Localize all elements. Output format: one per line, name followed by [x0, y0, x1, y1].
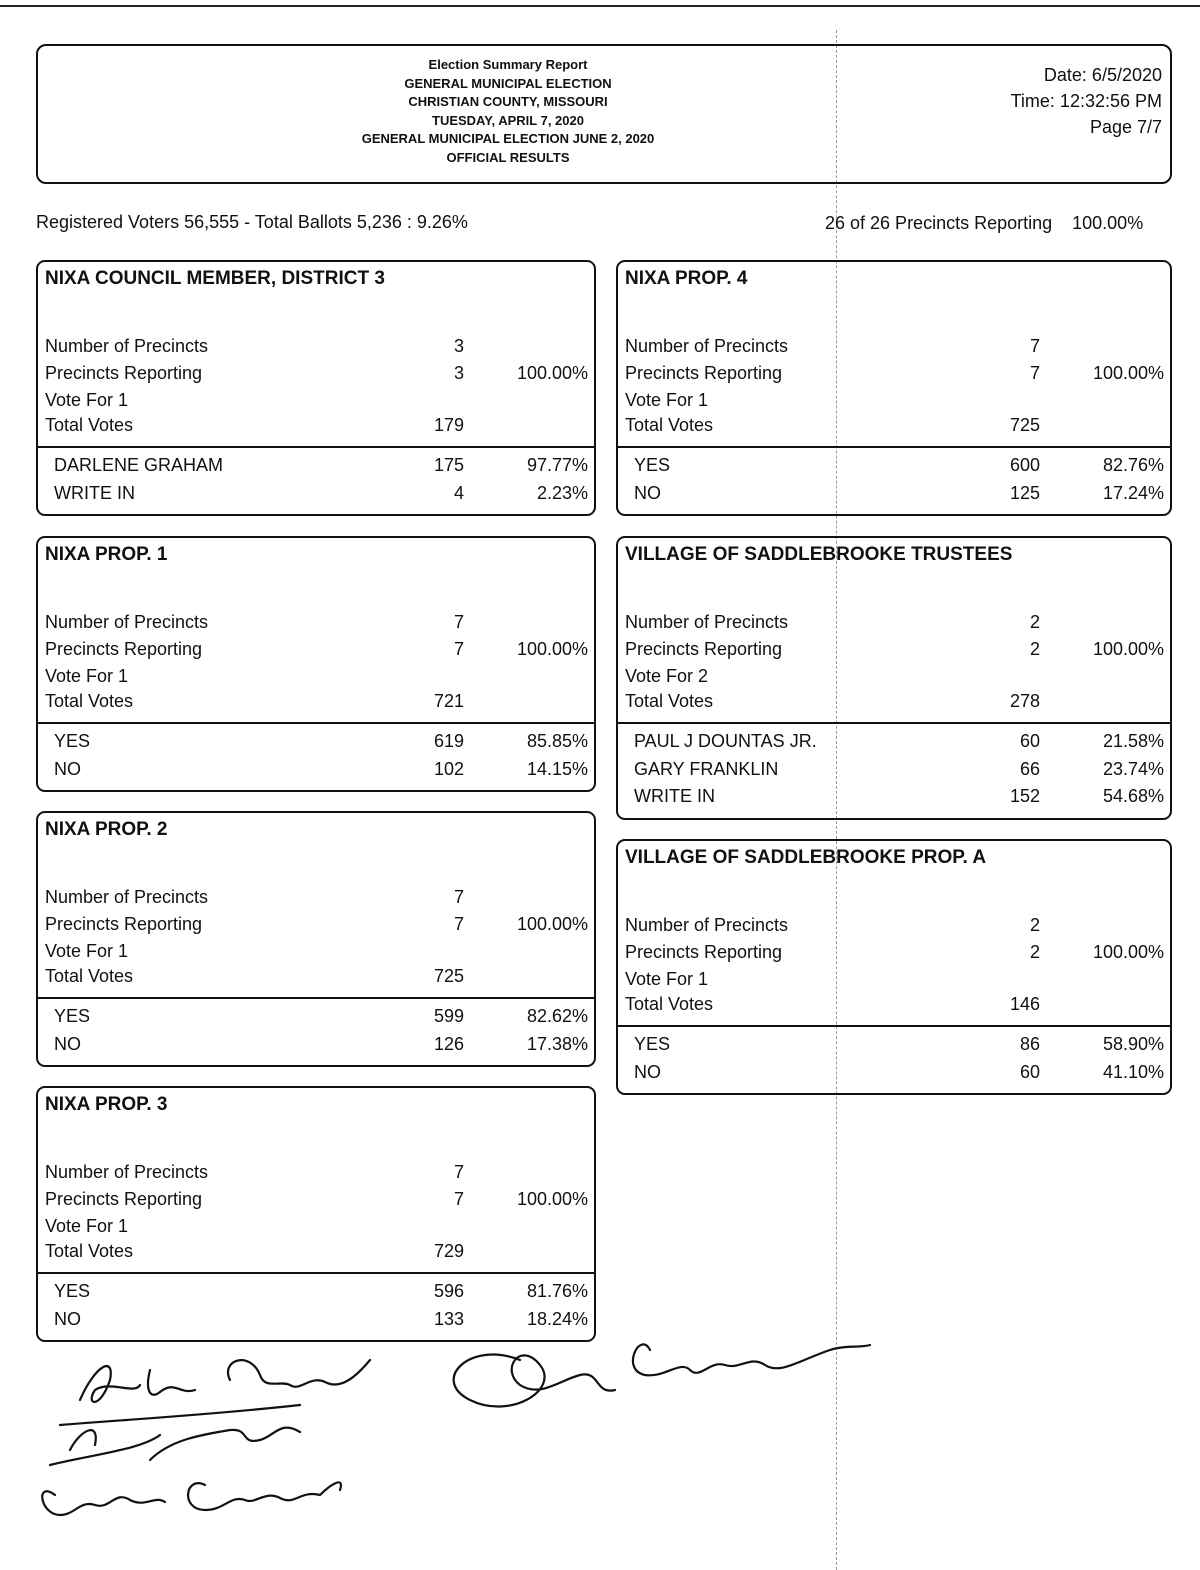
- election-name: GENERAL MUNICIPAL ELECTION: [404, 75, 612, 91]
- choice-name: WRITE IN: [54, 482, 135, 503]
- contest-title: NIXA PROP. 4: [625, 268, 748, 289]
- row-label: Precincts Reporting: [45, 1189, 203, 1209]
- report-date: Date: 6/5/2020: [1043, 65, 1162, 85]
- row-label: Precincts Reporting: [625, 363, 783, 383]
- contest-box: [36, 536, 596, 792]
- contest-box: [36, 1086, 596, 1342]
- contest-box: [36, 260, 596, 516]
- choice-name: YES: [54, 1006, 91, 1026]
- choice-name: DARLENE GRAHAM: [54, 455, 224, 475]
- row-label: Precincts Reporting: [625, 942, 783, 962]
- precincts-reporting-row: [38, 1189, 594, 1215]
- precincts-reporting-pct: 100.00%: [1072, 213, 1144, 233]
- choice-votes: 619: [433, 731, 464, 751]
- number-of-precincts-row: [38, 1162, 594, 1188]
- row-label: Number of Precincts: [45, 612, 209, 632]
- row-percent: 100.00%: [1092, 639, 1164, 659]
- row-value: 2: [1029, 639, 1040, 659]
- choice-votes: 86: [1019, 1034, 1040, 1054]
- row-label: Vote For 1: [45, 941, 129, 961]
- choice-row: [618, 786, 1170, 812]
- row-value: 2: [1029, 915, 1040, 935]
- vote-for-row: [38, 941, 594, 967]
- row-label: Precincts Reporting: [45, 914, 203, 934]
- report-title: Election Summary Report: [428, 57, 588, 72]
- choice-percent: 23.74%: [1102, 758, 1164, 779]
- choice-votes: 125: [1009, 482, 1040, 503]
- results-divider: [618, 446, 1170, 448]
- row-value: 725: [433, 966, 464, 986]
- report-time: Time: 12:32:56 PM: [1010, 91, 1162, 111]
- row-value: 7: [1029, 336, 1040, 356]
- report-meta: [1011, 62, 1162, 140]
- choice-row: [38, 1034, 594, 1060]
- row-label: Vote For 1: [45, 390, 129, 410]
- choice-name: NO: [634, 1061, 661, 1082]
- row-label: Precincts Reporting: [45, 639, 203, 659]
- row-label: Total Votes: [625, 415, 714, 435]
- choice-percent: 85.85%: [526, 731, 588, 751]
- choice-votes: 600: [1009, 455, 1040, 475]
- choice-percent: 17.24%: [1102, 482, 1164, 503]
- contest-box: [616, 536, 1172, 820]
- row-value: 7: [453, 612, 464, 632]
- choice-row: [618, 759, 1170, 785]
- election-date: TUESDAY, APRIL 7, 2020: [432, 112, 584, 128]
- choice-percent: 14.15%: [526, 758, 588, 779]
- row-value: 2: [1029, 612, 1040, 632]
- row-percent: 100.00%: [516, 914, 588, 934]
- row-value: 146: [1009, 994, 1040, 1014]
- row-value: 7: [453, 1162, 464, 1182]
- precincts-reporting-row: [618, 639, 1170, 665]
- row-label: Vote For 1: [45, 666, 129, 686]
- row-label: Total Votes: [625, 994, 714, 1014]
- total-votes-row: [618, 691, 1170, 717]
- choice-votes: 152: [1009, 786, 1040, 806]
- report-header: [36, 44, 1172, 184]
- row-label: Total Votes: [45, 966, 134, 986]
- row-percent: 100.00%: [516, 1189, 588, 1209]
- contest-title: VILLAGE OF SADDLEBROOKE TRUSTEES: [625, 544, 1013, 565]
- row-label: Total Votes: [45, 691, 134, 711]
- choice-votes: 60: [1019, 731, 1040, 751]
- choice-row: [618, 455, 1170, 481]
- row-value: 7: [453, 639, 464, 659]
- choice-votes: 102: [433, 758, 464, 779]
- report-title-block: [288, 56, 728, 167]
- choice-name: NO: [54, 758, 81, 779]
- results-divider: [618, 1025, 1170, 1027]
- choice-percent: 54.68%: [1102, 786, 1164, 806]
- total-votes-row: [38, 1241, 594, 1267]
- registered-voters-summary: Registered Voters 56,555 - Total Ballots 5,236 : 9.26%: [36, 212, 468, 232]
- row-label: Number of Precincts: [625, 336, 789, 356]
- row-label: Total Votes: [625, 691, 714, 711]
- results-divider: [38, 997, 594, 999]
- total-votes-row: [618, 415, 1170, 441]
- choice-votes: 126: [433, 1033, 464, 1054]
- row-percent: 100.00%: [1092, 363, 1164, 383]
- choice-votes: 60: [1019, 1061, 1040, 1082]
- choice-name: GARY FRANKLIN: [634, 758, 779, 779]
- choice-votes: 596: [433, 1281, 464, 1301]
- number-of-precincts-row: [38, 336, 594, 362]
- number-of-precincts-row: [618, 336, 1170, 362]
- row-label: Number of Precincts: [45, 887, 209, 907]
- choice-percent: 2.23%: [536, 482, 588, 503]
- row-label: Number of Precincts: [625, 612, 789, 632]
- vote-for-row: [618, 969, 1170, 995]
- row-label: Total Votes: [45, 415, 134, 435]
- choice-name: YES: [54, 731, 91, 751]
- results-divider: [38, 722, 594, 724]
- row-percent: 100.00%: [516, 639, 588, 659]
- contest-box: [616, 839, 1172, 1095]
- row-value: 3: [453, 336, 464, 356]
- choice-name: PAUL J DOUNTAS JR.: [634, 731, 817, 751]
- contest-box: [616, 260, 1172, 516]
- signatures: [0, 1320, 1200, 1570]
- choice-row: [38, 1281, 594, 1307]
- choice-percent: 41.10%: [1102, 1061, 1164, 1082]
- signature-1: [80, 1360, 370, 1402]
- row-value: 729: [433, 1241, 464, 1261]
- precincts-reporting-text: 26 of 26 Precincts Reporting: [825, 213, 1053, 233]
- choice-percent: 82.62%: [526, 1006, 588, 1026]
- vote-for-row: [38, 1216, 594, 1242]
- vote-for-row: [38, 666, 594, 692]
- choice-name: WRITE IN: [634, 786, 715, 806]
- row-value: 7: [1029, 363, 1040, 383]
- contest-title: VILLAGE OF SADDLEBROOKE PROP. A: [625, 847, 987, 868]
- choice-percent: 81.76%: [526, 1281, 588, 1301]
- vote-for-row: [38, 390, 594, 416]
- choice-votes: 133: [433, 1308, 464, 1329]
- row-value: 7: [453, 1189, 464, 1209]
- choice-name: NO: [634, 482, 661, 503]
- row-value: 725: [1009, 415, 1040, 435]
- election-subtitle: GENERAL MUNICIPAL ELECTION JUNE 2, 2020: [361, 131, 655, 146]
- results-divider: [38, 1272, 594, 1274]
- precincts-reporting-row: [38, 914, 594, 940]
- choice-votes: 4: [453, 482, 464, 503]
- vote-for-row: [618, 666, 1170, 692]
- choice-name: YES: [634, 455, 671, 475]
- row-value: 7: [453, 914, 464, 934]
- contest-title: NIXA PROP. 3: [45, 1094, 168, 1115]
- signature-4: [454, 1344, 870, 1406]
- number-of-precincts-row: [618, 612, 1170, 638]
- choice-name: YES: [634, 1034, 671, 1054]
- contest-box: [36, 811, 596, 1067]
- page-number: Page 7/7: [1089, 117, 1162, 137]
- precincts-reporting-row: [618, 942, 1170, 968]
- row-label: Precincts Reporting: [625, 639, 783, 659]
- precincts-reporting-summary: [825, 213, 1143, 234]
- choice-votes: 66: [1019, 758, 1040, 779]
- row-value: 278: [1009, 691, 1040, 711]
- row-label: Vote For 2: [625, 666, 709, 686]
- signature-3: [42, 1482, 341, 1515]
- row-value: 3: [453, 363, 464, 383]
- choice-row: [38, 1006, 594, 1032]
- results-status: OFFICIAL RESULTS: [446, 149, 570, 165]
- row-label: Total Votes: [45, 1241, 134, 1261]
- row-value: 7: [453, 887, 464, 907]
- row-value: 179: [433, 415, 464, 435]
- choice-percent: 17.38%: [526, 1033, 588, 1054]
- choice-votes: 175: [433, 455, 464, 475]
- signature-2: [50, 1428, 300, 1465]
- precincts-reporting-row: [38, 639, 594, 665]
- total-votes-row: [618, 994, 1170, 1020]
- choice-row: [38, 455, 594, 481]
- county-name: CHRISTIAN COUNTY, MISSOURI: [408, 94, 608, 109]
- choice-votes: 599: [433, 1006, 464, 1026]
- total-votes-row: [38, 415, 594, 441]
- row-label: Vote For 1: [625, 969, 709, 989]
- choice-row: [618, 483, 1170, 509]
- number-of-precincts-row: [618, 915, 1170, 941]
- row-percent: 100.00%: [1092, 942, 1164, 962]
- vote-for-row: [618, 390, 1170, 416]
- row-label: Vote For 1: [45, 1216, 129, 1236]
- contest-title: NIXA COUNCIL MEMBER, DISTRICT 3: [45, 268, 385, 289]
- choice-name: NO: [54, 1308, 81, 1329]
- total-votes-row: [38, 691, 594, 717]
- precincts-reporting-row: [618, 363, 1170, 389]
- top-border-line: [0, 5, 1200, 7]
- choice-row: [618, 1062, 1170, 1088]
- number-of-precincts-row: [38, 887, 594, 913]
- row-label: Number of Precincts: [45, 336, 209, 356]
- precincts-reporting-row: [38, 363, 594, 389]
- total-votes-row: [38, 966, 594, 992]
- choice-row: [38, 483, 594, 509]
- choice-percent: 82.76%: [1102, 455, 1164, 475]
- row-label: Precincts Reporting: [45, 363, 203, 383]
- choice-name: YES: [54, 1281, 91, 1301]
- results-divider: [618, 722, 1170, 724]
- row-value: 2: [1029, 942, 1040, 962]
- number-of-precincts-row: [38, 612, 594, 638]
- choice-percent: 18.24%: [526, 1308, 588, 1329]
- row-percent: 100.00%: [516, 363, 588, 383]
- contest-title: NIXA PROP. 1: [45, 544, 168, 565]
- row-label: Number of Precincts: [45, 1162, 209, 1182]
- row-value: 721: [433, 691, 464, 711]
- row-label: Vote For 1: [625, 390, 709, 410]
- choice-row: [618, 1034, 1170, 1060]
- choice-percent: 97.77%: [526, 455, 588, 475]
- choice-row: [38, 731, 594, 757]
- row-label: Number of Precincts: [625, 915, 789, 935]
- choice-row: [38, 759, 594, 785]
- choice-name: NO: [54, 1033, 81, 1054]
- choice-percent: 58.90%: [1102, 1034, 1164, 1054]
- results-divider: [38, 446, 594, 448]
- contest-title: NIXA PROP. 2: [45, 819, 168, 840]
- choice-row: [618, 731, 1170, 757]
- choice-percent: 21.58%: [1102, 731, 1164, 751]
